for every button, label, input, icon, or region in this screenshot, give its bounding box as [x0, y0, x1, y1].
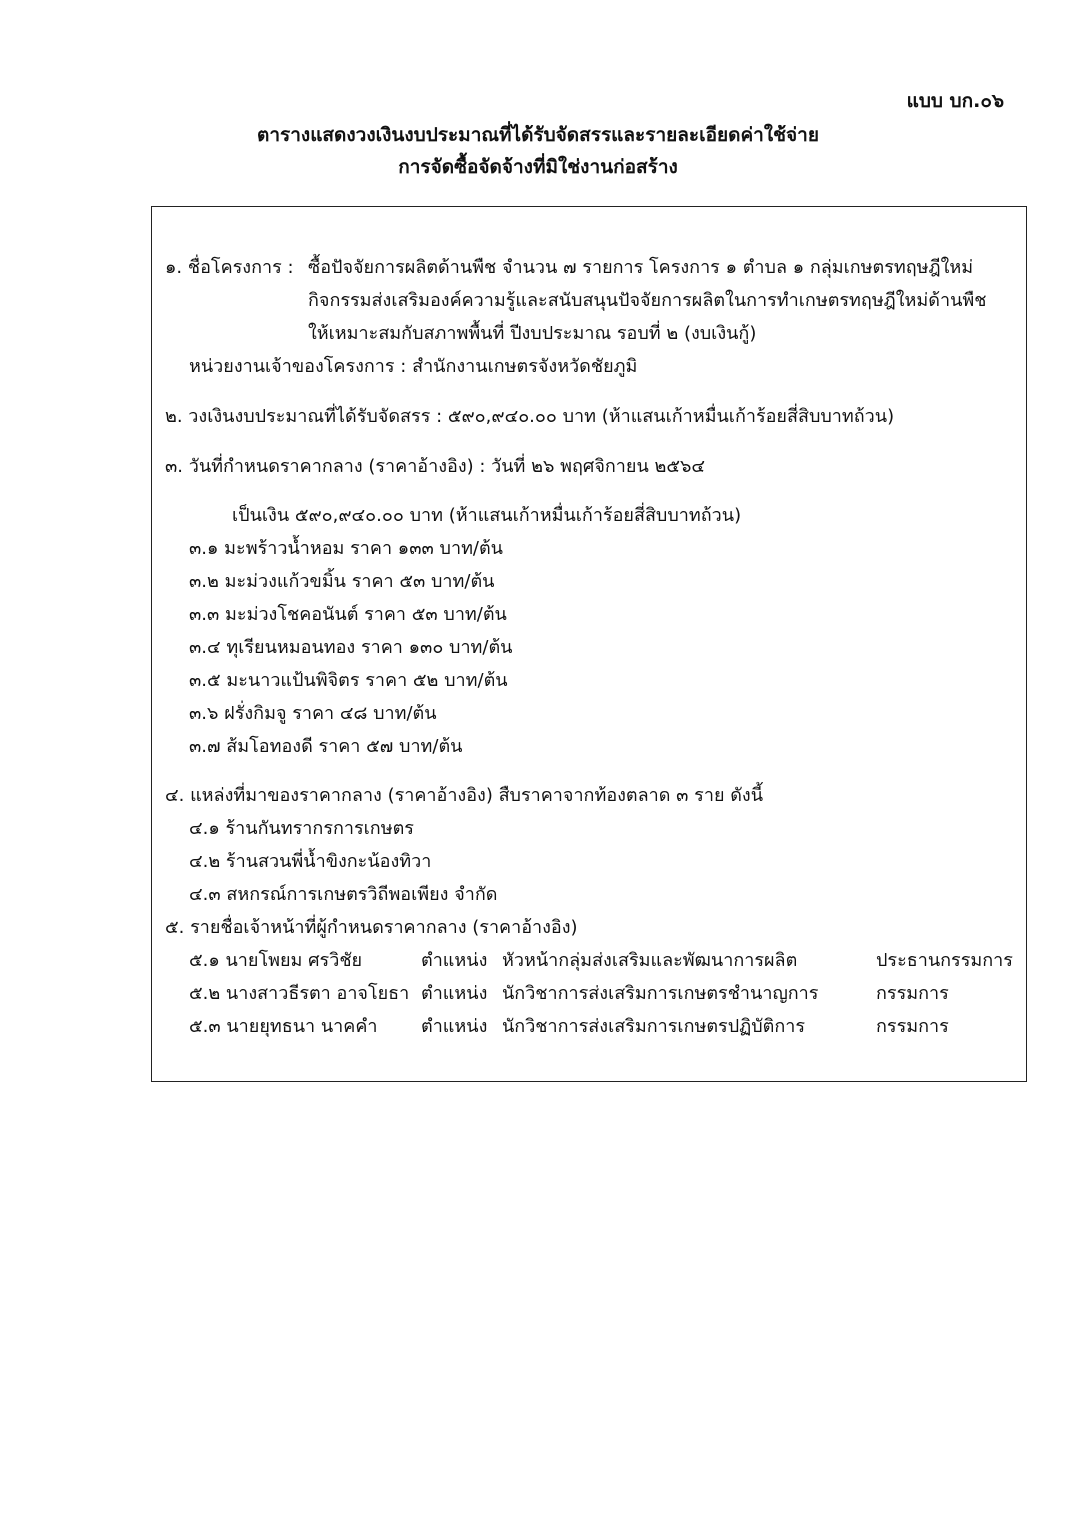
- section1-label: ๑. ชื่อโครงการ :: [165, 257, 294, 278]
- member-position: นักวิชาการส่งเสริมการเกษตรปฏิบัติการ: [502, 1016, 806, 1037]
- price-source-heading: ๔. แหล่งที่มาของราคากลาง (ราคาอ้างอิง) สืบราคาจากท้องตลาด ๓ ราย ดังนี้: [165, 785, 764, 806]
- member-position: นักวิชาการส่งเสริมการเกษตรชำนาญการ: [502, 983, 819, 1004]
- project-name-line3: ให้เหมาะสมกับสภาพพื้นที่ ปีงบประมาณ รอบที่ ๒ (งบเงินกู้): [308, 323, 757, 344]
- price-source-item: ๔.๓ สหกรณ์การเกษตรวิถีพอเพียง จำกัด: [189, 884, 498, 905]
- price-source-item: ๔.๑ ร้านกันทรากรการเกษตร: [189, 818, 414, 839]
- form-code: แบบ บก.๐๖: [906, 90, 1004, 112]
- document-title-line1: ตารางแสดงวงเงินงบประมาณที่ได้รับจัดสรรและรายละเอียดค่าใช้จ่าย: [257, 124, 819, 146]
- price-source-item: ๔.๒ ร้านสวนพี่น้ำขิงกะน้องทิวา: [189, 851, 432, 872]
- price-item: ๓.๓ มะม่วงโชคอนันต์ ราคา ๕๓ บาท/ต้น: [189, 604, 507, 625]
- member-position: หัวหน้ากลุ่มส่งเสริมและพัฒนาการผลิต: [502, 950, 798, 971]
- project-name-line2: กิจกรรมส่งเสริมองค์ความรู้และสนับสนุนปัจจัยการผลิตในการทำเกษตรทฤษฎีใหม่ด้านพืช: [308, 290, 987, 311]
- budget-allocated: ๒. วงเงินงบประมาณที่ได้รับจัดสรร : ๕๙๐,๙๔๐.๐๐ บาท (ห้าแสนเก้าหมื่นเก้าร้อยสี่สิบบาทถ้วน): [165, 406, 895, 427]
- price-item: ๓.๖ ฝรั่งกิมจู ราคา ๔๘ บาท/ต้น: [189, 703, 437, 724]
- project-name-line1: ซื้อปัจจัยการผลิตด้านพืช จำนวน ๗ รายการ โครงการ ๑ ตำบล ๑ กลุ่มเกษตรทฤษฎีใหม่: [308, 257, 974, 278]
- reference-amount: เป็นเงิน ๕๙๐,๙๔๐.๐๐ บาท (ห้าแสนเก้าหมื่นเก้าร้อยสี่สิบบาทถ้วน): [232, 505, 742, 526]
- member-position-label: ตำแหน่ง: [421, 1016, 488, 1037]
- price-item: ๓.๕ มะนาวแป้นพิจิตร ราคา ๕๒ บาท/ต้น: [189, 670, 508, 691]
- reference-price-date: ๓. วันที่กำหนดราคากลาง (ราคาอ้างอิง) : วันที่ ๒๖ พฤศจิกายน ๒๕๖๔: [165, 456, 706, 477]
- member-name: ๕.๑ นายโพยม ศรวิชัย: [189, 950, 363, 971]
- price-item: ๓.๑ มะพร้าวน้ำหอม ราคา ๑๓๓ บาท/ต้น: [189, 538, 503, 559]
- member-role: ประธานกรรมการ: [876, 950, 1013, 971]
- committee-heading: ๕. รายชื่อเจ้าหน้าที่ผู้กำหนดราคากลาง (ราคาอ้างอิง): [165, 917, 578, 938]
- price-item: ๓.๗ ส้มโอทองดี ราคา ๕๗ บาท/ต้น: [189, 736, 463, 757]
- member-name: ๕.๒ นางสาวธีรตา อาจโยธา: [189, 983, 410, 1004]
- price-item: ๓.๒ มะม่วงแก้วขมิ้น ราคา ๕๓ บาท/ต้น: [189, 571, 495, 592]
- document-title-line2: การจัดซื้อจัดจ้างที่มิใช่งานก่อสร้าง: [398, 156, 678, 178]
- member-role: กรรมการ: [876, 983, 949, 1004]
- member-position-label: ตำแหน่ง: [421, 950, 488, 971]
- member-name: ๕.๓ นายยุทธนา นาคคำ: [189, 1016, 378, 1037]
- project-owner: หน่วยงานเจ้าของโครงการ : สำนักงานเกษตรจังหวัดชัยภูมิ: [189, 356, 638, 377]
- price-item: ๓.๔ ทุเรียนหมอนทอง ราคา ๑๓๐ บาท/ต้น: [189, 637, 513, 658]
- member-position-label: ตำแหน่ง: [421, 983, 488, 1004]
- member-role: กรรมการ: [876, 1016, 949, 1037]
